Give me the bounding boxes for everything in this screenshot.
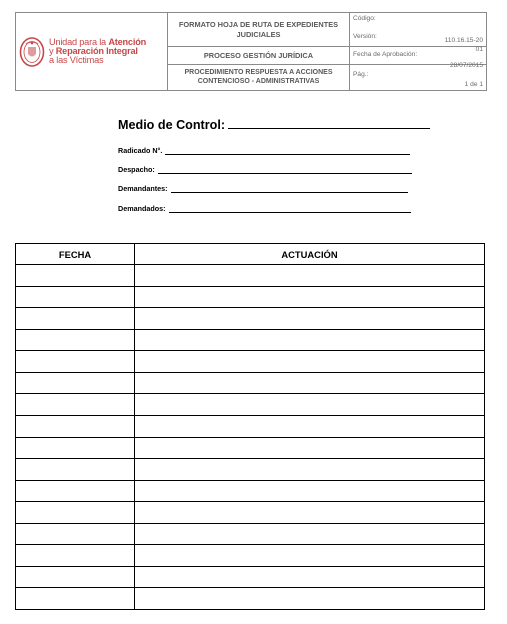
table-row (16, 394, 485, 416)
table-row (16, 588, 485, 610)
medio-de-control (118, 116, 430, 132)
actuacion-cell[interactable] (135, 545, 485, 567)
despacho-label: Despacho: (118, 165, 155, 174)
table-row (16, 372, 485, 394)
actuacion-cell[interactable] (135, 502, 485, 524)
form-title: FORMATO HOJA DE RUTA DE EXPEDIENTES JUDICIALES (168, 13, 350, 47)
actuacion-cell[interactable] (135, 351, 485, 373)
table-row (16, 265, 485, 287)
table-header-row (16, 244, 485, 265)
fecha-value: 28/07/2015 (449, 62, 483, 69)
codigo-cell (350, 13, 487, 47)
medio-de-control-line[interactable] (228, 116, 430, 129)
process-name: PROCESO GESTIÓN JURÍDICA (168, 47, 350, 65)
fecha-cell[interactable] (16, 308, 135, 330)
fecha-cell[interactable] (16, 437, 135, 459)
procedure-name: PROCEDIMIENTO RESPUESTA A ACCIONES CONTENCIOSO - ADMINISTRATIVAS (168, 65, 350, 91)
demandados-label: Demandados: (118, 204, 166, 213)
logo-text: Unidad para la Atención y Reparación Integral a las Víctimas (49, 37, 147, 65)
codigo-label: Código: (353, 15, 376, 22)
pag-value: 1 de 1 (464, 81, 483, 88)
radicado-label: Radicado N°. (118, 146, 163, 155)
fecha-cell[interactable] (16, 502, 135, 524)
fecha-cell[interactable] (16, 545, 135, 567)
radicado-line[interactable] (165, 147, 410, 155)
fecha-cell[interactable] (16, 588, 135, 610)
despacho-line[interactable] (158, 166, 412, 174)
actuacion-column-header: ACTUACIÓN (135, 244, 485, 265)
fecha-cell[interactable] (16, 351, 135, 373)
actuacion-cell[interactable] (135, 415, 485, 437)
coat-of-arms-icon (19, 35, 45, 69)
fecha-cell[interactable] (16, 566, 135, 588)
actuacion-cell[interactable] (135, 437, 485, 459)
table-row (16, 351, 485, 373)
table-row (16, 329, 485, 351)
actuacion-cell[interactable] (135, 265, 485, 287)
table-row (16, 459, 485, 481)
actuacion-cell[interactable] (135, 308, 485, 330)
actuacion-cell[interactable] (135, 372, 485, 394)
fecha-cell[interactable] (16, 329, 135, 351)
actuacion-cell[interactable] (135, 523, 485, 545)
demandantes-label: Demandantes: (118, 184, 168, 193)
table-row (16, 480, 485, 502)
unidad-victimas-logo (19, 35, 164, 69)
version-value: 01 (475, 46, 483, 53)
fecha-cell[interactable] (16, 265, 135, 287)
demandantes-field (118, 184, 408, 193)
demandantes-line[interactable] (171, 185, 408, 193)
fecha-cell[interactable] (16, 372, 135, 394)
codigo-value: 110.16.15-20 (444, 37, 483, 44)
document-header (15, 12, 487, 89)
pag-cell (350, 65, 487, 91)
fecha-cell[interactable] (16, 523, 135, 545)
fecha-cell[interactable] (16, 394, 135, 416)
table-row (16, 502, 485, 524)
medio-de-control-label: Medio de Control: (118, 118, 226, 132)
fecha-label: Fecha de Aprobación: (353, 51, 418, 58)
table-row (16, 566, 485, 588)
pag-label: Pág.: (353, 71, 369, 78)
actuacion-cell[interactable] (135, 459, 485, 481)
actuacion-cell[interactable] (135, 480, 485, 502)
despacho-field (118, 165, 412, 174)
table-row (16, 545, 485, 567)
actuacion-cell[interactable] (135, 329, 485, 351)
logo-cell (16, 13, 168, 91)
table-row (16, 286, 485, 308)
table-row (16, 308, 485, 330)
actuaciones-table (15, 243, 485, 610)
actuacion-cell[interactable] (135, 394, 485, 416)
actuacion-cell[interactable] (135, 286, 485, 308)
table-row (16, 437, 485, 459)
fecha-cell[interactable] (16, 415, 135, 437)
radicado-field (118, 146, 410, 155)
fecha-cell[interactable] (16, 480, 135, 502)
fecha-cell[interactable] (16, 286, 135, 308)
demandados-field (118, 204, 411, 213)
actuacion-cell[interactable] (135, 588, 485, 610)
table-row (16, 415, 485, 437)
fecha-column-header: FECHA (16, 244, 135, 265)
actuacion-cell[interactable] (135, 566, 485, 588)
demandados-line[interactable] (169, 205, 411, 213)
table-row (16, 523, 485, 545)
fecha-cell[interactable] (16, 459, 135, 481)
version-label: Versión: (353, 33, 377, 40)
